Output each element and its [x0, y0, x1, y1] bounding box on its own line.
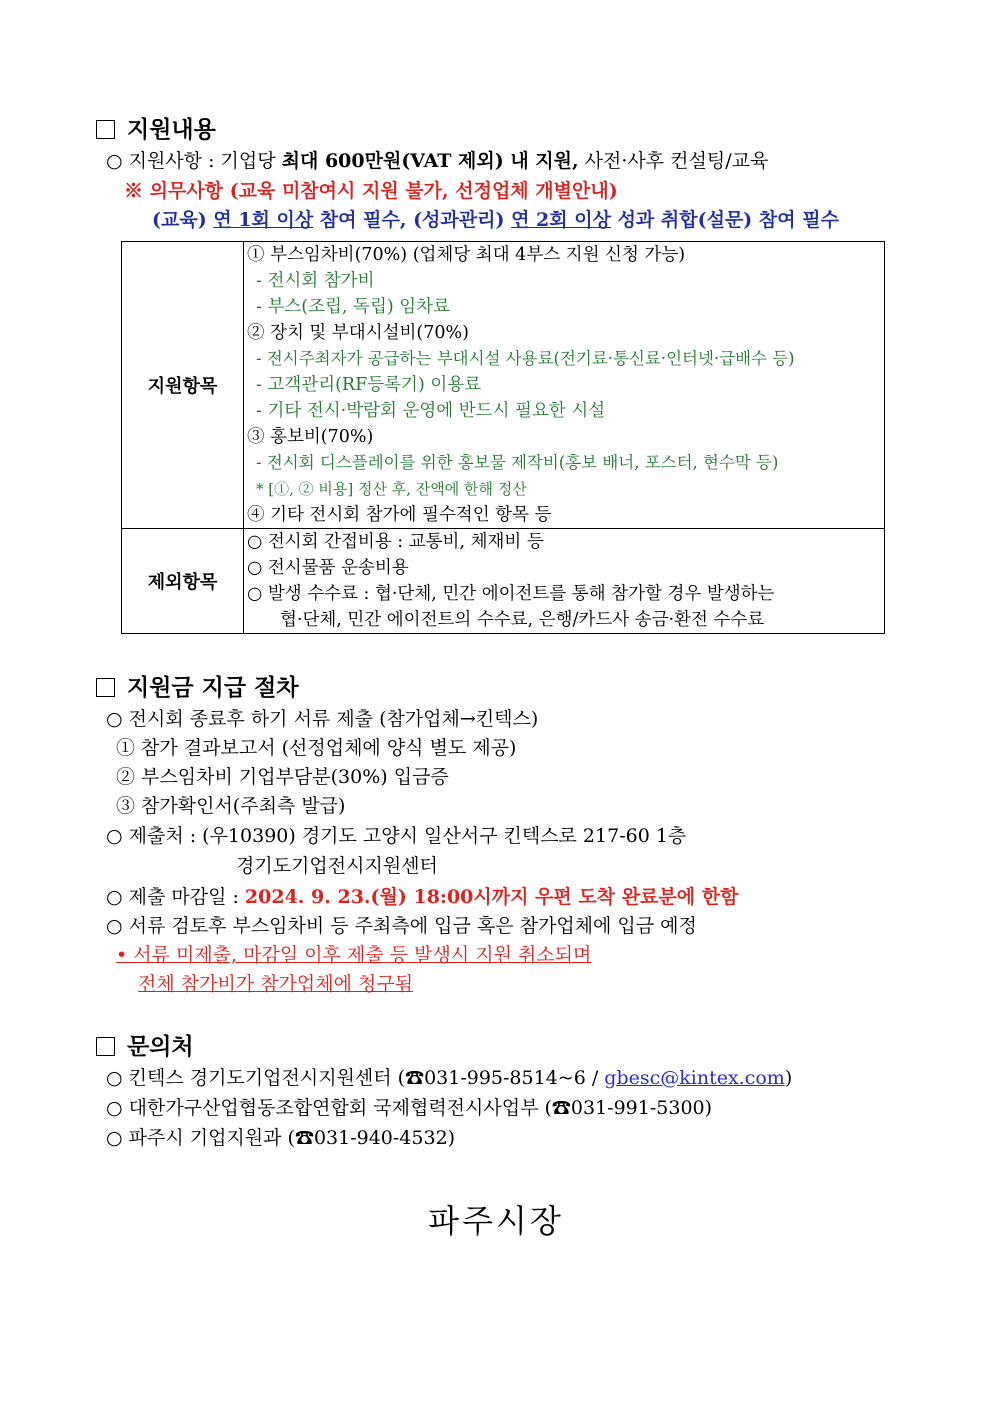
education-requirement: (교육) 연 1회 이상 참여 필수, (성과관리) 연 2회 이상 성과 취합(설문) 참여 필수: [152, 209, 839, 231]
item-line: 협·단체, 민간 에이전트의 수수료, 은행/카드사 송금·환전 수수료: [280, 610, 765, 630]
section-heading-support: 지원내용: [96, 115, 216, 145]
deadline-line: ○ 제출 마감일 : 2024. 9. 23.(월) 18:00시까지 우편 도착 완료분에 한함: [106, 886, 739, 908]
contact-paju: ○ 파주시 기업지원과 (☎031-940-4532): [106, 1127, 456, 1149]
item-line: ② 장치 및 부대시설비(70%): [247, 323, 469, 343]
section-heading-contact: 문의처: [96, 1032, 194, 1062]
procedure-line: 경기도기업전시지원센터: [236, 855, 438, 877]
item-line: - 기타 전시·박람회 운영에 반드시 필요한 시설: [256, 401, 606, 421]
procedure-line: ③ 참가확인서(주최측 발급): [116, 795, 346, 817]
contact-association: ○ 대한가구산업협동조합연합회 국제협력전시사업부 (☎031-991-5300): [106, 1097, 713, 1119]
item-line: - 부스(조립, 독립) 임차료: [256, 297, 450, 317]
item-line: ③ 홍보비(70%): [247, 427, 374, 447]
support-items-cell: [244, 242, 885, 529]
item-line: ① 부스임차비(70%) (업체당 최대 4부스 지원 신청 가능): [247, 245, 686, 265]
support-summary: ○ 지원사항 : 기업당 최대 600만원(VAT 제외) 내 지원, 사전·사후 컨설팅/교육: [106, 150, 769, 172]
table-row: [122, 242, 885, 529]
excluded-items-cell: [244, 529, 885, 634]
section-heading-payment: 지원금 지급 절차: [96, 673, 299, 703]
review-line: ○ 서류 검토후 부스임차비 등 주최측에 입금 혹은 참가업체에 입금 예정: [106, 915, 697, 937]
contact-kintex: ○ 킨텍스 경기도기업전시지원센터 (☎031-995-8514~6 / gbesc@kintex.com): [106, 1067, 793, 1089]
procedure-line: ○ 전시회 종료후 하기 서류 제출 (참가업체→킨텍스): [106, 708, 539, 730]
procedure-line: ② 부스임차비 기업부담분(30%) 입금증: [116, 766, 449, 788]
item-line: ○ 전시물품 운송비용: [247, 558, 409, 578]
row-label-excluded-items: 제외항목: [122, 529, 244, 634]
checkbox-square-icon: [96, 678, 115, 697]
item-line: ④ 기타 전시회 참가에 필수적인 항목 등: [247, 505, 552, 525]
warning-line: • 서류 미제출, 마감일 이후 제출 등 발생시 지원 취소되며: [116, 944, 592, 966]
item-line: ○ 전시회 간접비용 : 교통비, 체재비 등: [247, 532, 544, 552]
obligation-note: ※ 의무사항 (교육 미참여시 지원 불가, 선정업체 개별안내): [124, 180, 618, 202]
item-line: ○ 발생 수수료 : 협·단체, 민간 에이전트를 통해 참가할 경우 발생하는: [247, 584, 775, 604]
item-line: - 전시주최자가 공급하는 부대시설 사용료(전기료·통신료·인터넷·급배수 등): [256, 349, 795, 368]
procedure-line: ○ 제출처 : (우10390) 경기도 고양시 일산서구 킨텍스로 217-60 1층: [106, 825, 687, 847]
item-line: - 고객관리(RF등록기) 이용료: [256, 375, 482, 395]
procedure-line: ① 참가 결과보고서 (선정업체에 양식 별도 제공): [116, 737, 517, 759]
support-items-table: [121, 241, 885, 634]
kintex-email-link[interactable]: gbesc@kintex.com: [604, 1067, 785, 1089]
warning-line: 전체 참가비가 참가업체에 청구됨: [138, 973, 414, 995]
item-line: * [①, ② 비용] 정산 후, 잔액에 한해 정산: [256, 480, 527, 498]
item-line: - 전시회 디스플레이를 위한 홍보물 제작비(홍보 배너, 포스터, 현수막 등): [256, 453, 779, 472]
checkbox-square-icon: [96, 120, 115, 139]
checkbox-square-icon: [96, 1037, 115, 1056]
issuer-signature: 파주시장: [428, 1202, 564, 1240]
table-row: [122, 529, 885, 634]
row-label-support-items: 지원항목: [122, 242, 244, 529]
item-line: - 전시회 참가비: [256, 271, 375, 291]
